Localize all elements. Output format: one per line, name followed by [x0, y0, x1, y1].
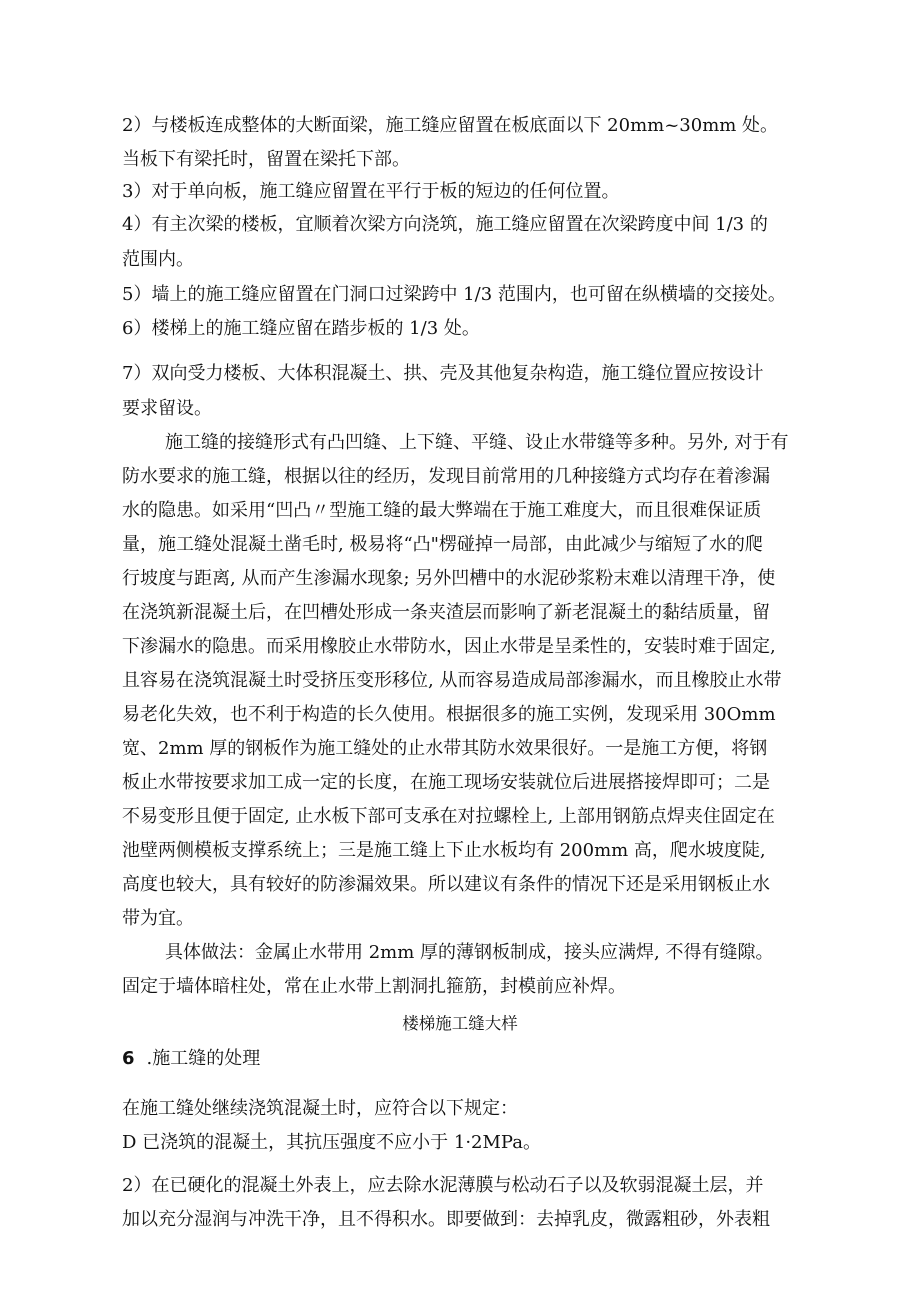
paragraph-line: 施工缝的接缝形式有凸凹缝、上下缝、平缝、设止水带缝等多种。另外, 对于有 [165, 432, 789, 453]
paragraph-line: 板止水带按要求加工成一定的长度，在施工现场安装就位后进展搭接焊即可；二是 [122, 772, 770, 793]
figure-caption: 楼梯施工缝大样 [402, 1014, 518, 1033]
paragraph-line: 固定于墙体暗柱处，常在止水带上割洞扎箍筋，封模前应补焊。 [122, 976, 626, 997]
text-line: 在施工缝处继续浇筑混凝土时，应符合以下规定： [122, 1098, 518, 1119]
section-heading [122, 1047, 260, 1071]
text-line: 2）与楼板连成整体的大断面梁，施工缝应留置在板底面以下 20mm~30mm 处。 [122, 115, 779, 136]
text-line: D 已浇筑的混凝土，其抗压强度不应小于 1·2MPa。 [122, 1132, 541, 1153]
paragraph-line: 下渗漏水的隐患。而采用橡胶止水带防水，因止水带是呈柔性的，安装时难于固定, [122, 636, 776, 657]
paragraph-line: 具体做法：金属止水带用 2mm 厚的薄钢板制成，接头应满焊, 不得有缝隙。 [165, 942, 774, 963]
text-line: 当板下有梁托时，留置在梁托下部。 [122, 149, 410, 170]
paragraph-line: 易老化失效，也不利于构造的长久使用。根据很多的施工实例，发现采用 30Omm [122, 704, 776, 725]
paragraph-line: 量，施工缝处混凝土凿毛时, 极易将“凸"楞碰掉一局部，由此减少与缩短了水的爬 [122, 534, 763, 555]
paragraph-line: 在浇筑新混凝土后，在凹槽处形成一条夹渣层而影响了新老混凝土的黏结质量，留 [122, 602, 770, 623]
text-line: 4）有主次梁的楼板，宜顺着次梁方向浇筑，施工缝应留置在次梁跨度中间 1/3 的 [122, 214, 768, 235]
text-line: 加以充分湿润与冲洗干净，且不得积水。即要做到：去掉乳皮，微露粗砂，外表粗 [122, 1209, 770, 1230]
paragraph-line: 行坡度与距离, 从而产生渗漏水现象; 另外凹槽中的水泥砂浆粉末难以清理干净，使 [122, 568, 776, 589]
paragraph-line: 且容易在浇筑混凝土时受挤压变形移位, 从而容易造成局部渗漏水，而且橡胶止水带 [122, 670, 782, 691]
section-title: .施工缝的处理 [146, 1048, 261, 1069]
paragraph-line: 防水要求的施工缝，根据以往的经历，发现目前常用的几种接缝方式均存在着渗漏 [122, 466, 770, 487]
text-line: 要求留设。 [122, 398, 212, 419]
text-line: 3）对于单向板，施工缝应留置在平行于板的短边的任何位置。 [122, 181, 620, 202]
text-line: 2）在已硬化的混凝土外表上，应去除水泥薄膜与松动石子以及软弱混凝土层，并 [122, 1175, 764, 1196]
paragraph-line: 带为宜。 [122, 908, 194, 929]
text-line: 5）墙上的施工缝应留置在门洞口过梁跨中 1/3 范围内，也可留在纵横墙的交接处。 [122, 284, 786, 305]
text-line: 6）楼梯上的施工缝应留在踏步板的 1/3 处。 [122, 318, 480, 339]
text-line: 范围内。 [122, 249, 194, 270]
paragraph-line: 不易变形且便于固定, 止水板下部可支承在对拉螺栓上, 上部用钢筋点焊夹住固定在 [122, 806, 775, 827]
section-number: 6 [122, 1048, 135, 1069]
text-line: 7）双向受力楼板、大体积混凝土、拱、壳及其他复杂构造，施工缝位置应按设计 [122, 363, 764, 384]
paragraph-line: 宽、2mm 厚的钢板作为施工缝处的止水带其防水效果很好。一是施工方便，将钢 [122, 738, 768, 759]
paragraph-line: 池壁两侧模板支撑系统上；三是施工缝上下止水板均有 200mm 高，爬水坡度陡, [122, 840, 766, 861]
paragraph-line: 高度也较大，具有较好的防渗漏效果。所以建议有条件的情况下还是采用钢板止水 [122, 874, 770, 895]
paragraph-line: 水的隐患。如采用“凹凸〃型施工缝的最大弊端在于施工难度大，而且很难保证质 [122, 500, 762, 521]
